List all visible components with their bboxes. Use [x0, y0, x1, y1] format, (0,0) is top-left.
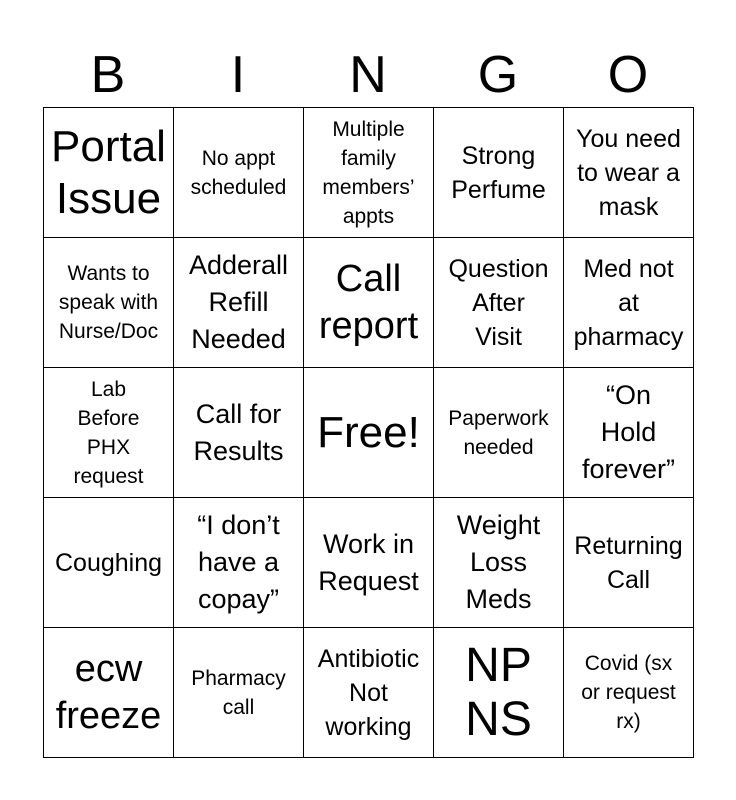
bingo-cell[interactable]	[434, 108, 564, 238]
cell-text: Pharmacy call	[191, 666, 286, 719]
bingo-cell[interactable]	[564, 368, 694, 498]
cell-text: Question After Visit	[448, 254, 549, 351]
bingo-cell[interactable]	[44, 238, 174, 368]
cell-text: Adderall Refill Needed	[188, 250, 289, 354]
cell-text: No appt scheduled	[190, 146, 287, 199]
header-letter-b: B	[90, 46, 126, 104]
cell-text: Portal Issue	[51, 121, 166, 223]
cell-text: Returning Call	[574, 531, 683, 594]
bingo-cell[interactable]	[174, 368, 304, 498]
bingo-cell[interactable]	[564, 628, 694, 758]
header-letter-g: G	[477, 46, 519, 104]
cell-text: ecw freeze	[55, 647, 162, 737]
cell-text: Antibiotic Not working	[317, 644, 420, 741]
cell-text: You need to wear a mask	[576, 124, 681, 221]
bingo-cell[interactable]	[304, 628, 434, 758]
free-space-text: Free!	[317, 407, 420, 457]
bingo-cell[interactable]	[304, 498, 434, 628]
bingo-cell[interactable]	[174, 238, 304, 368]
bingo-board	[43, 107, 694, 758]
header-letter-n: N	[349, 46, 387, 104]
cell-text: Multiple family members’ appts	[322, 117, 415, 228]
bingo-cell[interactable]	[564, 238, 694, 368]
free-space[interactable]	[304, 368, 434, 498]
cell-text: Coughing	[54, 548, 163, 577]
cell-text: Strong Perfume	[451, 141, 546, 204]
bingo-header	[43, 42, 693, 108]
cell-text: Wants to speak with Nurse/Doc	[58, 262, 159, 343]
cell-text: NP NS	[465, 638, 532, 746]
bingo-cell[interactable]	[434, 498, 564, 628]
cell-text: Med not at pharmacy	[573, 254, 684, 351]
bingo-cell[interactable]	[44, 368, 174, 498]
bingo-cell[interactable]	[564, 108, 694, 238]
cell-text: Weight Loss Meds	[456, 510, 541, 614]
bingo-cell[interactable]	[434, 368, 564, 498]
bingo-cell[interactable]	[304, 238, 434, 368]
bingo-cell[interactable]	[434, 628, 564, 758]
cell-text: Call for Results	[193, 398, 284, 466]
bingo-cell[interactable]	[44, 498, 174, 628]
cell-text: “On Hold forever”	[581, 380, 676, 484]
cell-text: Paperwork needed	[448, 406, 549, 459]
header-letter-i: I	[230, 46, 246, 104]
cell-text: Covid (sx or request rx)	[581, 652, 676, 733]
cell-text: Lab Before PHX request	[73, 377, 144, 488]
bingo-cell[interactable]	[304, 108, 434, 238]
cell-text: “I don’t have a copay”	[197, 510, 280, 614]
bingo-cell[interactable]	[434, 238, 564, 368]
cell-text: Work in Request	[318, 528, 419, 596]
bingo-cell[interactable]	[44, 108, 174, 238]
header-letter-o: O	[607, 46, 649, 104]
bingo-cell[interactable]	[44, 628, 174, 758]
bingo-cell[interactable]	[174, 108, 304, 238]
bingo-cell[interactable]	[174, 498, 304, 628]
bingo-cell[interactable]	[174, 628, 304, 758]
cell-text: Call report	[318, 257, 419, 347]
bingo-cell[interactable]	[564, 498, 694, 628]
